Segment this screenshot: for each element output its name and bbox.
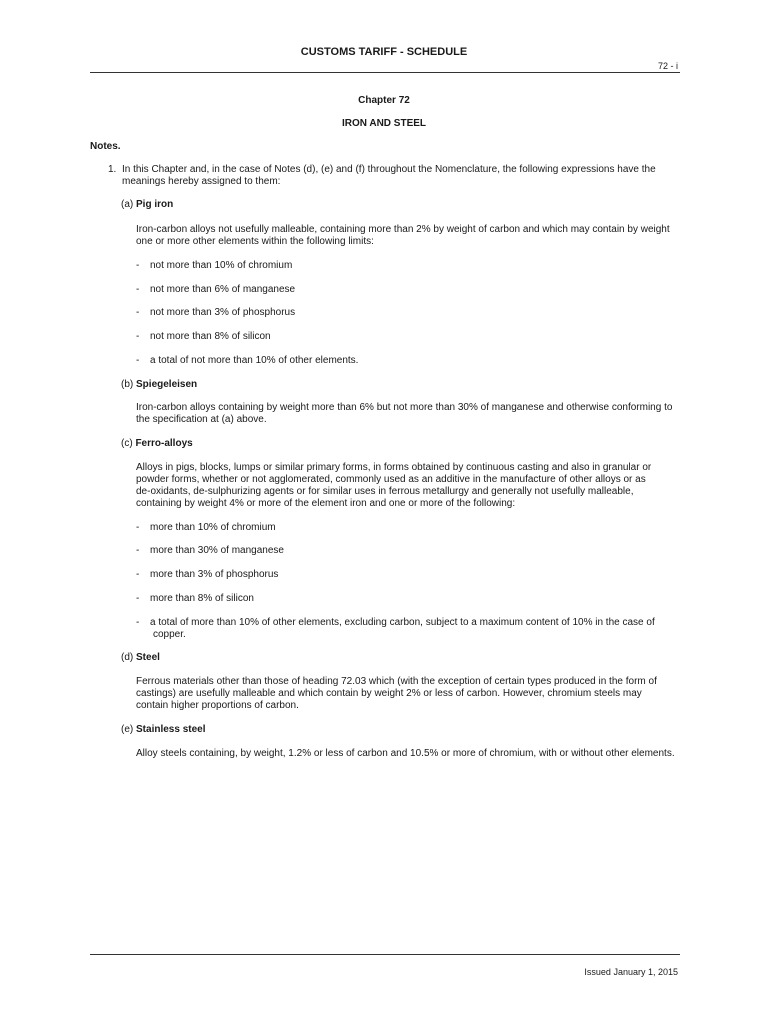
definition-heading-c <box>121 438 193 450</box>
notes-heading: Notes. <box>90 141 121 152</box>
definition-term: Spiegeleisen <box>136 379 198 390</box>
list-item: - not more than 3% of phosphorus <box>136 307 681 319</box>
paragraph-line: Iron-carbon alloys containing by weight more than 6% but not more than 30% of manganese and otherwise conforming to <box>136 402 673 413</box>
definition-label: (c) <box>121 438 133 449</box>
definition-paragraph-c <box>136 462 681 510</box>
note-number: 1. <box>108 164 117 175</box>
list-item-text: more than 30% of manganese <box>150 545 284 556</box>
definition-paragraph-e <box>136 748 681 760</box>
definition-heading-d <box>121 652 160 664</box>
paragraph-line: Ferrous materials other than those of heading 72.03 which (with the exception of certain types produced in the form of <box>136 676 657 687</box>
issued-date: Issued January 1, 2015 <box>584 967 678 977</box>
list-item-text: not more than 10% of chromium <box>150 260 293 271</box>
list-item: - more than 8% of silicon <box>136 593 681 605</box>
list-item: - not more than 6% of manganese <box>136 284 681 296</box>
document-header-title: CUSTOMS TARIFF - SCHEDULE <box>300 46 468 58</box>
paragraph-line: contain higher proportions of carbon. <box>136 700 299 711</box>
paragraph-line: Iron-carbon alloys not usefully malleable, containing more than 2% by weight of carbon and which may contain by weight <box>136 224 670 235</box>
paragraph-line: Alloys in pigs, blocks, lumps or similar primary forms, in forms obtained by continuous casting and also in granular or <box>136 462 652 473</box>
definition-term: Pig iron <box>136 199 174 210</box>
footer-divider <box>90 954 680 955</box>
definition-paragraph-d <box>136 676 681 712</box>
note-1 <box>108 164 678 188</box>
list-item-text: copper. <box>153 629 186 640</box>
list-item-text: more than 10% of chromium <box>150 522 276 533</box>
chapter-title: IRON AND STEEL <box>341 118 427 129</box>
definition-term: Stainless steel <box>136 724 206 735</box>
list-item: - more than 10% of chromium <box>136 522 681 534</box>
paragraph-line: castings) are usefully malleable and which contain by weight 2% or less of carbon. However, chromium steels may <box>136 688 642 699</box>
list-item-text: a total of not more than 10% of other elements. <box>150 355 359 366</box>
paragraph-line: Alloy steels containing, by weight, 1.2% or less of carbon and 10.5% or more of chromium, with or without other elements. <box>136 748 675 759</box>
definition-label: (a) <box>121 199 134 210</box>
page-number: 72 - i <box>657 61 678 71</box>
list-item-text: more than 3% of phosphorus <box>150 569 279 580</box>
definition-label: (e) <box>121 724 134 735</box>
paragraph-line: the specification at (a) above. <box>136 414 267 425</box>
list-item: - more than 30% of manganese <box>136 545 681 557</box>
list-item: - more than 3% of phosphorus <box>136 569 681 581</box>
list-item: - a total of more than 10% of other elements, excluding carbon, subject to a maximum content of 10% in the case of copper. <box>136 617 681 641</box>
definition-heading-a <box>121 199 173 211</box>
list-item: - a total of not more than 10% of other elements. <box>136 355 681 367</box>
definition-paragraph-b <box>136 402 681 426</box>
list-item-text: not more than 6% of manganese <box>150 284 296 295</box>
definition-heading-b <box>121 379 197 391</box>
paragraph-line: de-oxidants, de-sulphurizing agents or for similar uses in ferrous metallurgy and generally not usefully malleable, <box>136 486 634 497</box>
definition-label: (d) <box>121 652 134 663</box>
definition-label: (b) <box>121 379 134 390</box>
note-text-line: In this Chapter and, in the case of Notes (d), (e) and (f) throughout the Nomenclature, the following expressions have the <box>122 164 656 175</box>
list-item: - not more than 10% of chromium <box>136 260 681 272</box>
header-divider <box>90 72 680 73</box>
list-item-text: not more than 8% of silicon <box>150 331 271 342</box>
list-item-text: a total of more than 10% of other elements, excluding carbon, subject to a maximum content of 10% in the case of <box>150 617 655 628</box>
note-text-line: meanings hereby assigned to them: <box>122 176 281 187</box>
chapter-label: Chapter 72 <box>358 95 410 106</box>
definition-term: Steel <box>136 652 160 663</box>
list-item-text: more than 8% of silicon <box>150 593 254 604</box>
paragraph-line: one or more other elements within the following limits: <box>136 236 374 247</box>
list-item: - not more than 8% of silicon <box>136 331 681 343</box>
list-item-text: not more than 3% of phosphorus <box>150 307 296 318</box>
paragraph-line: containing by weight 4% or more of the element iron and one or more of the following: <box>136 498 516 509</box>
definition-term: Ferro-alloys <box>135 438 193 449</box>
definition-paragraph-a <box>136 224 681 248</box>
paragraph-line: powder forms, whether or not agglomerated, commonly used as an additive in the manufacture of other alloys or as <box>136 474 646 485</box>
definition-heading-e <box>121 724 206 736</box>
